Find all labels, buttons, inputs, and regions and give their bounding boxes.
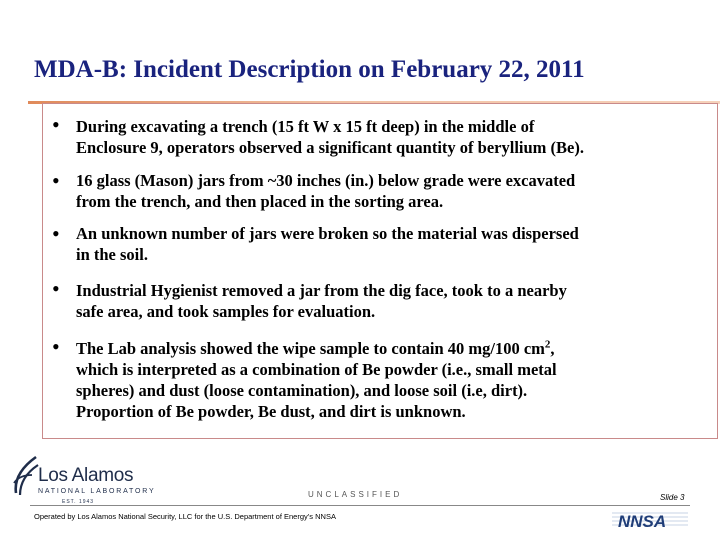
bullet-dot-icon: • — [52, 276, 60, 301]
bullet-dot-icon: • — [52, 221, 60, 246]
lanl-logo-subtitle: NATIONAL LABORATORY — [38, 488, 156, 495]
bullet-text — [76, 170, 706, 212]
classification-label: UNCLASSIFIED — [308, 490, 403, 499]
slide-title: MDA-B: Incident Description on February 22, 2011 — [34, 56, 585, 83]
bullet-text — [76, 223, 706, 265]
content-box — [42, 103, 718, 439]
bullet-line: An unknown number of jars were broken so the material was dispersed — [76, 224, 579, 243]
bullet-line — [76, 338, 706, 359]
bullet-line: from the trench, and then placed in the sorting area. — [76, 192, 444, 211]
bullet-line: 16 glass (Mason) jars from ~30 inches (in.) below grade were excavated — [76, 171, 576, 190]
bullet-text — [76, 116, 706, 158]
bullet-line: Proportion of Be powder, Be dust, and dirt is unknown. — [76, 402, 466, 421]
bullet-line: spheres) and dust (loose contamination), and loose soil (i.e, dirt). — [76, 381, 528, 400]
bullet-line-part: The Lab analysis showed the wipe sample to contain 40 mg/100 cm — [76, 339, 545, 358]
bullet-line: Enclosure 9, operators observed a significant quantity of beryllium (Be). — [76, 138, 584, 157]
bullet-dot-icon: • — [52, 168, 60, 193]
bullet-line: During excavating a trench (15 ft W x 15 ft deep) in the middle of — [76, 117, 535, 136]
bullet-dot-icon: • — [52, 334, 60, 359]
footer-divider — [30, 505, 690, 506]
operated-by-text: Operated by Los Alamos National Security, LLC for the U.S. Department of Energy’s NNSA — [34, 512, 336, 521]
nnsa-logo-text: NNSA — [618, 512, 667, 531]
superscript: 2 — [544, 338, 551, 351]
bullet-line-part: , — [550, 339, 555, 358]
bullet-line: in the soil. — [76, 245, 148, 264]
bullet-line: safe area, and took samples for evaluation. — [76, 302, 376, 321]
bullet-dot-icon: • — [52, 112, 60, 137]
bullet-text — [76, 338, 706, 422]
slide-number: Slide 3 — [660, 493, 685, 502]
bullet-line: Industrial Hygienist removed a jar from the dig face, took to a nearby — [76, 281, 567, 300]
nnsa-logo-icon — [612, 509, 688, 531]
lanl-logo-name: Los Alamos — [38, 465, 134, 486]
bullet-line: which is interpreted as a combination of Be powder (i.e., small metal — [76, 360, 557, 379]
bullet-text — [76, 280, 706, 322]
lanl-logo-est: EST. 1943 — [62, 499, 95, 505]
